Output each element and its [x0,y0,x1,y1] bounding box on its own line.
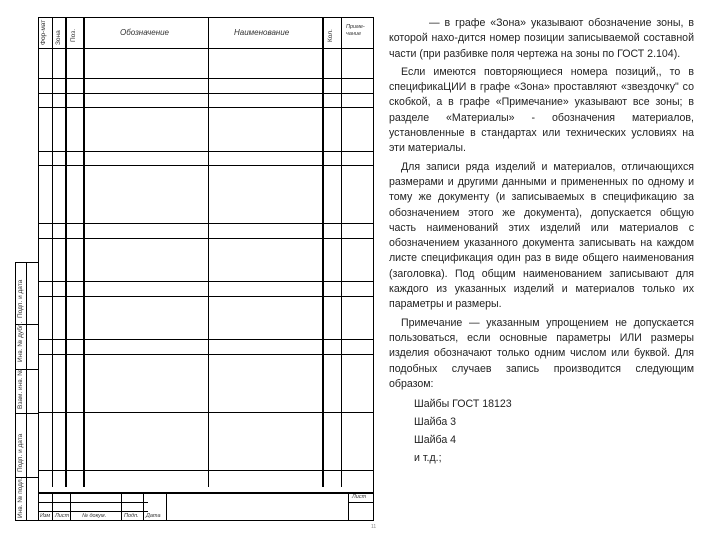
col-line-pos [83,17,85,487]
col-line-qty [341,17,342,487]
paragraph-note: Примечание — указанным упрощением не допускается пользоваться, если основные параметры ИЛИ размеры изделия обозначают только одним числом или буквой. Для подобных случаев запись производится следующим образом: [389,316,694,390]
title-block-top-line [38,492,374,494]
title-block-row-line [38,511,148,512]
row-line [38,354,374,355]
tb-sheet: Лист [352,494,367,500]
tb-podp: Подп. [124,513,139,519]
title-block-col-line [52,492,53,521]
col-line-name [322,17,324,487]
row-line [38,339,374,340]
row-line [38,238,374,239]
tb-izm: Изм [40,513,51,519]
header-pos: Поз. [70,29,77,42]
row-line [38,412,374,413]
row-line [38,223,374,224]
body-text [389,16,694,467]
list-item: и т.д.; [414,452,442,465]
paragraph-repeated-positions: Если имеются повторяющиеся номера позиций,, то в спецификаЦИИ в графе «Зона» проставляют «звездочку" со скобкой, а в графе «Примечание» указывают все зоны; в разделе «Материалы» - обозначения материалов, установленные в стандартах или технических условиях на эти материалы. [389,65,694,155]
list-item: Шайбы ГОСТ 18123 [414,398,512,411]
title-block-row-line [38,502,148,503]
row-line [38,296,374,297]
header-note: Приме-чание [346,24,365,37]
stamp-inv-podl: Инв. № подл. [17,477,24,518]
row-line [38,281,374,282]
stamp-line [15,520,38,521]
title-block-col-line [70,492,71,521]
header-zone: Зона [55,30,62,45]
frame-bottom-line [38,520,374,521]
stamp-podp-data-1: Подп. и дата [17,279,24,318]
title-block-col-line [121,492,122,521]
row-line [38,78,374,79]
row-line [38,107,374,108]
tb-data: Дата [146,513,161,519]
row-line [38,165,374,166]
stamp-podp-data-2: Подп. и дата [17,433,24,472]
paragraph-zone: — в графе «Зона» указывают обозначение зоны, в которой нахо-дится номер позиции записываемой составной части (при разбивке поля чертежа на зоны по ГОСТ 2.104). [389,17,694,60]
stamp-left-line [15,262,16,521]
list-item: Шайба 3 [414,416,457,429]
row-line [38,93,374,94]
col-line-designation [208,17,209,487]
paragraph-group-records: Для записи ряда изделий и материалов, отличающихся размерами и другими данными и примененных по одному и тому же документу (и записываемых в спецификацию за обозначением этого же документа), допускается общую часть наименований этих изделий или материалов с обозначением указанного документа записывать на каждом листе спецификация один раз в виде общего наименования (заголовка). Под общим наименованием записывают для каждого из указанных изделий и материалов только их параметры и размеры. [389,160,694,311]
title-block-col-line [166,492,167,521]
stamp-inv-dubl: Инв. № дубл. [17,321,24,362]
title-block-sheet-line [348,502,374,503]
header-qty: Кол. [327,29,334,42]
header-format: Фор-мат [40,19,47,45]
page-marker: 11 [371,524,377,530]
header-designation: Обозначение [120,28,170,37]
col-line-zone [65,17,67,487]
stamp-mid-line [26,262,27,521]
header-name: Наименование [234,28,290,37]
tb-doc-no: № докум. [82,513,107,519]
col-line-format [52,17,53,487]
tb-list: Лист [55,513,70,519]
row-line [38,470,374,471]
stamp-line [15,413,38,414]
stamp-line [15,262,38,263]
row-line [38,151,374,152]
title-block-col-line [348,492,349,521]
title-block-col-line [143,492,144,521]
list-item: Шайба 4 [414,434,457,447]
stamp-vzam-inv: Взам. инв. № [17,368,24,409]
